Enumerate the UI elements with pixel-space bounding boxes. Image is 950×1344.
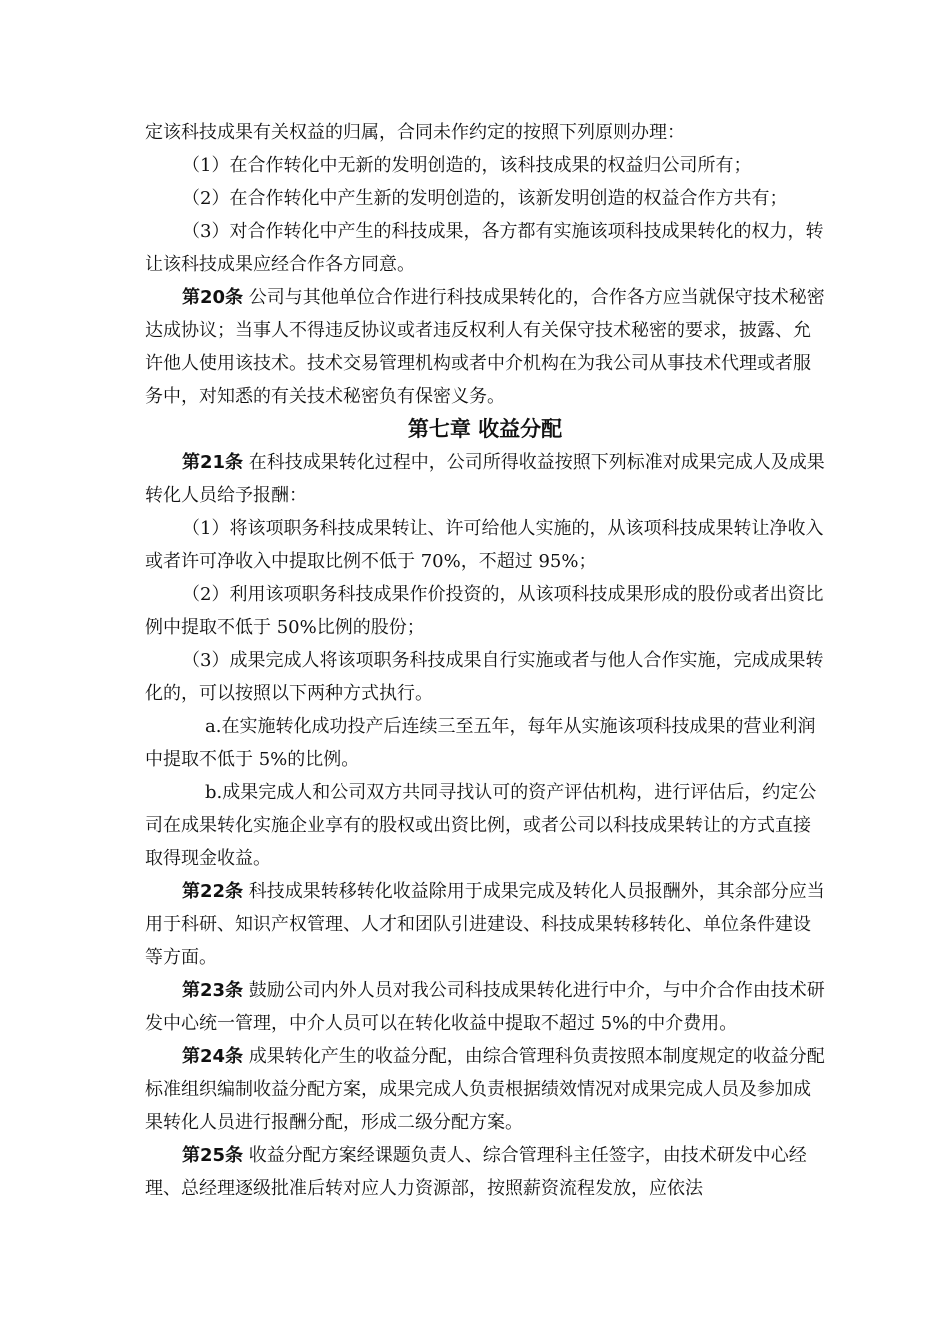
article-20-text: 公司与其他单位合作进行科技成果转化的，合作各方应当就保守技术秘密达成协议；当事人不得违反协议或者违反权利人有关保守技术秘密的要求，披露、允许他人使用该技术。技术交易管理机构或者中介机构在为我公司从事技术代理或者服务中，对知悉的有关技术秘密负有保密义务。 [145, 287, 825, 407]
article-21-item-1: （1）将该项职务科技成果转让、许可给他人实施的，从该项科技成果转让净收入或者许可净收入中提取比例不低于 70%，不超过 95%； [145, 518, 824, 572]
article-21-text: 在科技成果转化过程中，公司所得收益按照下列标准对成果完成人及成果转化人员给予报酬： [145, 452, 825, 506]
article-22 [145, 875, 825, 974]
article-20-label: 第20条 [182, 287, 244, 308]
chapter-title: 第七章 收益分配 [407, 417, 563, 441]
article-21 [145, 446, 825, 512]
article-24-label: 第24条 [182, 1046, 244, 1067]
article-23 [145, 974, 825, 1040]
article-22-text: 科技成果转移转化收益除用于成果完成及转化人员报酬外，其余部分应当用于科研、知识产权管理、人才和团队引进建设、科技成果转移转化、单位条件建设等方面。 [145, 881, 825, 968]
article-22-label: 第22条 [182, 881, 244, 902]
list-item-3: （3）对合作转化中产生的科技成果，各方都有实施该项科技成果转化的权力，转让该科技成果应经合作各方同意。 [145, 221, 824, 275]
article-21-label: 第21条 [182, 452, 244, 473]
article-25-text: 收益分配方案经课题负责人、综合管理科主任签字，由技术研发中心经理、总经理逐级批准后转对应人力资源部，按照薪资流程发放，应依法 [145, 1145, 807, 1199]
article-21-item-b: b.成果完成人和公司双方共同寻找认可的资产评估机构，进行评估后，约定公司在成果转化实施企业享有的股权或出资比例，或者公司以科技成果转让的方式直接取得现金收益。 [145, 782, 817, 869]
document-body [145, 116, 825, 1205]
article-24-text: 成果转化产生的收益分配，由综合管理科负责按照本制度规定的收益分配标准组织编制收益分配方案，成果完成人负责根据绩效情况对成果完成人员及参加成果转化人员进行报酬分配，形成二级分配方案。 [145, 1046, 825, 1133]
article-23-label: 第23条 [182, 980, 244, 1001]
article-25 [145, 1139, 825, 1205]
list-item-2: （2）在合作转化中产生新的发明创造的，该新发明创造的权益合作方共有； [182, 188, 788, 209]
article-21-item-a: a.在实施转化成功投产后连续三至五年，每年从实施该项科技成果的营业利润中提取不低于 5%的比例。 [145, 716, 816, 770]
article-20 [145, 281, 825, 413]
article-25-label: 第25条 [182, 1145, 244, 1166]
article-21-item-2: （2）利用该项职务科技成果作价投资的，从该项科技成果形成的股份或者出资比例中提取不低于 50%比例的股份； [145, 584, 824, 638]
article-24 [145, 1040, 825, 1139]
paragraph-continuation: 定该科技成果有关权益的归属，合同未作约定的按照下列原则办理： [145, 122, 685, 143]
article-23-text: 鼓励公司内外人员对我公司科技成果转化进行中介，与中介合作由技术研发中心统一管理，中介人员可以在转化收益中提取不超过 5%的中介费用。 [145, 980, 825, 1034]
article-21-item-3: （3）成果完成人将该项职务科技成果自行实施或者与他人合作实施，完成成果转化的，可以按照以下两种方式执行。 [145, 650, 824, 704]
list-item-1: （1）在合作转化中无新的发明创造的，该科技成果的权益归公司所有； [182, 155, 752, 176]
